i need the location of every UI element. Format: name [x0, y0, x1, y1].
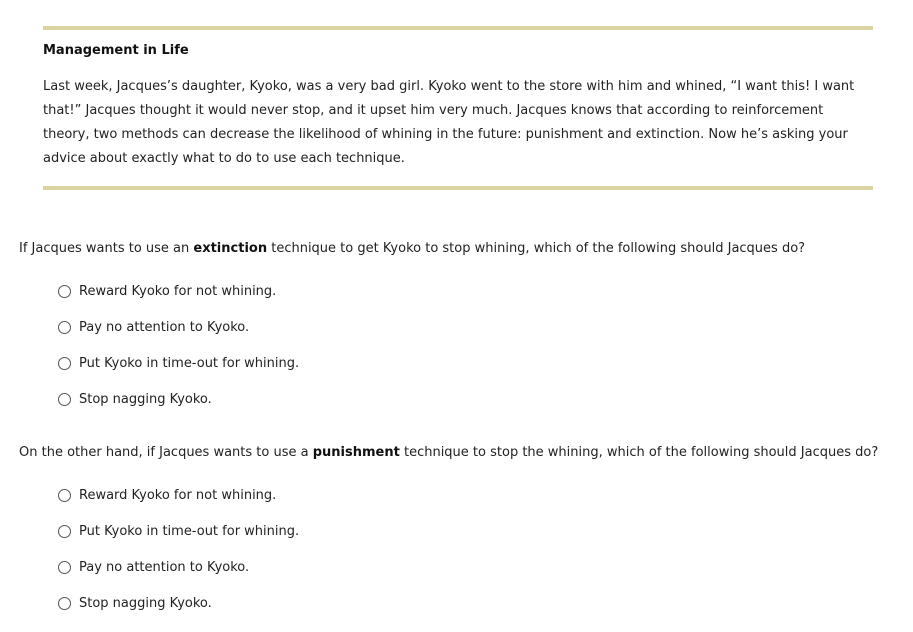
q2-option-stop-nagging[interactable]: [58, 596, 299, 632]
radio-button-icon[interactable]: [58, 357, 71, 370]
radio-button-icon[interactable]: [58, 525, 71, 538]
case-description: Last week, Jacques’s daughter, Kyoko, was a very bad girl. Kyoko went to the store with him and whined, “I want this! I want that!” Jacques thought it would never stop, and it upset him very much. Jacques knows that according to reinforcement theory, two methods can decrease the likelihood of whining in the future: punishment and extinction. Now he’s asking your advice about exactly what to do to use each technique.: [43, 79, 855, 166]
q1-option-time-out[interactable]: [58, 356, 299, 392]
case-title: Management in Life: [43, 43, 189, 58]
option-label: Put Kyoko in time-out for whining.: [79, 356, 300, 371]
q1-option-reward[interactable]: [58, 284, 299, 320]
q1-option-stop-nagging[interactable]: [58, 392, 299, 428]
keyword-extinction: extinction: [193, 241, 268, 256]
option-label: Put Kyoko in time-out for whining.: [79, 524, 300, 539]
radio-button-icon[interactable]: [58, 285, 71, 298]
option-label: Stop nagging Kyoko.: [79, 392, 212, 407]
option-label: Reward Kyoko for not whining.: [79, 488, 277, 503]
q1-option-pay-no-attention[interactable]: [58, 320, 299, 356]
radio-button-icon[interactable]: [58, 321, 71, 334]
q2-option-pay-no-attention[interactable]: [58, 560, 299, 596]
radio-button-icon[interactable]: [58, 489, 71, 502]
q2-option-reward[interactable]: [58, 488, 299, 524]
management-in-life-box: [43, 26, 873, 190]
q2-option-time-out[interactable]: [58, 524, 299, 560]
question-2-text: On the other hand, if Jacques wants to use a punishment technique to stop the whining, which of the following should Jacques do?: [19, 445, 879, 460]
option-label: Pay no attention to Kyoko.: [79, 320, 250, 335]
keyword-punishment: punishment: [312, 445, 400, 460]
option-label: Stop nagging Kyoko.: [79, 596, 212, 611]
radio-button-icon[interactable]: [58, 597, 71, 610]
radio-button-icon[interactable]: [58, 393, 71, 406]
question-1-text: If Jacques wants to use an extinction technique to get Kyoko to stop whining, which of the following should Jacques do?: [19, 241, 806, 256]
radio-button-icon[interactable]: [58, 561, 71, 574]
question-2-options: [58, 488, 299, 632]
option-label: Reward Kyoko for not whining.: [79, 284, 277, 299]
option-label: Pay no attention to Kyoko.: [79, 560, 250, 575]
question-1-options: [58, 284, 299, 428]
